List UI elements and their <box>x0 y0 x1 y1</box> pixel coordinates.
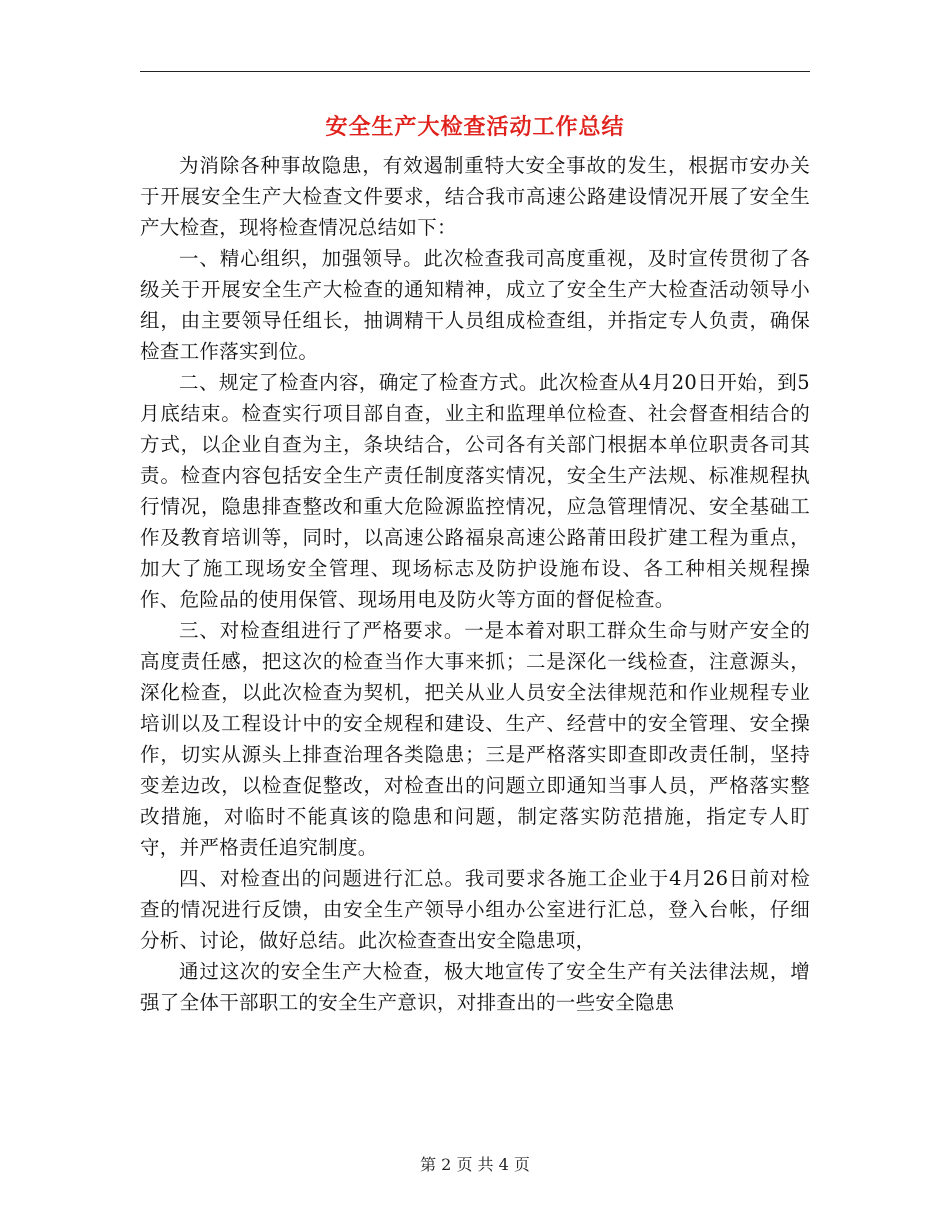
paragraph-section-1: 一、精心组织，加强领导。此次检查我司高度重视，及时宣传贯彻了各级关于开展安全生产大检查的通知精神，成立了安全生产大检查活动领导小组，由主要领导任组长，抽调精干人员组成检查组，并指定专人负责，确保检查工作落实到位。 <box>140 247 810 363</box>
paragraph-section-2: 二、规定了检查内容，确定了检查方式。此次检查从4月20日开始，到5月底结束。检查实行项目部自查，业主和监理单位检查、社会督查相结合的方式，以企业自查为主，条块结合，公司各有关部门根据本单位职责各司其责。检查内容包括安全生产责任制度落实情况，安全生产法规、标准规程执行情况，隐患排查整改和重大危险源监控情况，应急管理情况、安全基础工作及教育培训等，同时，以高速公路福泉高速公路莆田段扩建工程为重点，加大了施工现场安全管理、现场标志及防护设施布设、各工种相关规程操作、危险品的使用保管、现场用电及防火等方面的督促检查。 <box>140 371 810 611</box>
paragraph-section-3: 三、对检查组进行了严格要求。一是本着对职工群众生命与财产安全的高度责任感，把这次的检查当作大事来抓；二是深化一线检查，注意源头，深化检查，以此次检查为契机，把关从业人员安全法律规范和作业规程专业培训以及工程设计中的安全规程和建设、生产、经营中的安全管理、安全操作，切实从源头上排查治理各类隐患；三是严格落实即查即改责任制，坚持变差边改，以检查促整改，对检查出的问题立即通知当事人员，严格落实整改措施，对临时不能真该的隐患和问题，制定落实防范措施，指定专人盯守，并严格责任追究制度。 <box>140 619 810 859</box>
paragraph-intro: 为消除各种事故隐患，有效遏制重特大安全事故的发生，根据市安办关于开展安全生产大检查文件要求，结合我市高速公路建设情况开展了安全生产大检查，现将检查情况总结如下： <box>140 154 810 239</box>
paragraph-conclusion: 通过这次的安全生产大检查，极大地宣传了安全生产有关法律法规，增强了全体干部职工的安全生产意识，对排查出的一些安全隐患 <box>140 960 810 1014</box>
header-rule <box>140 71 810 72</box>
document-title: 安全生产大检查活动工作总结 <box>325 114 625 140</box>
paragraph-section-4: 四、对检查出的问题进行汇总。我司要求各施工企业于4月26日前对检查的情况进行反馈，由安全生产领导小组办公室进行汇总，登入台帐，仔细分析、讨论，做好总结。此次检查查出安全隐患项， <box>140 867 810 952</box>
document-body <box>140 150 810 1018</box>
page-number: 第 2 页 共 4 页 <box>420 1155 530 1174</box>
